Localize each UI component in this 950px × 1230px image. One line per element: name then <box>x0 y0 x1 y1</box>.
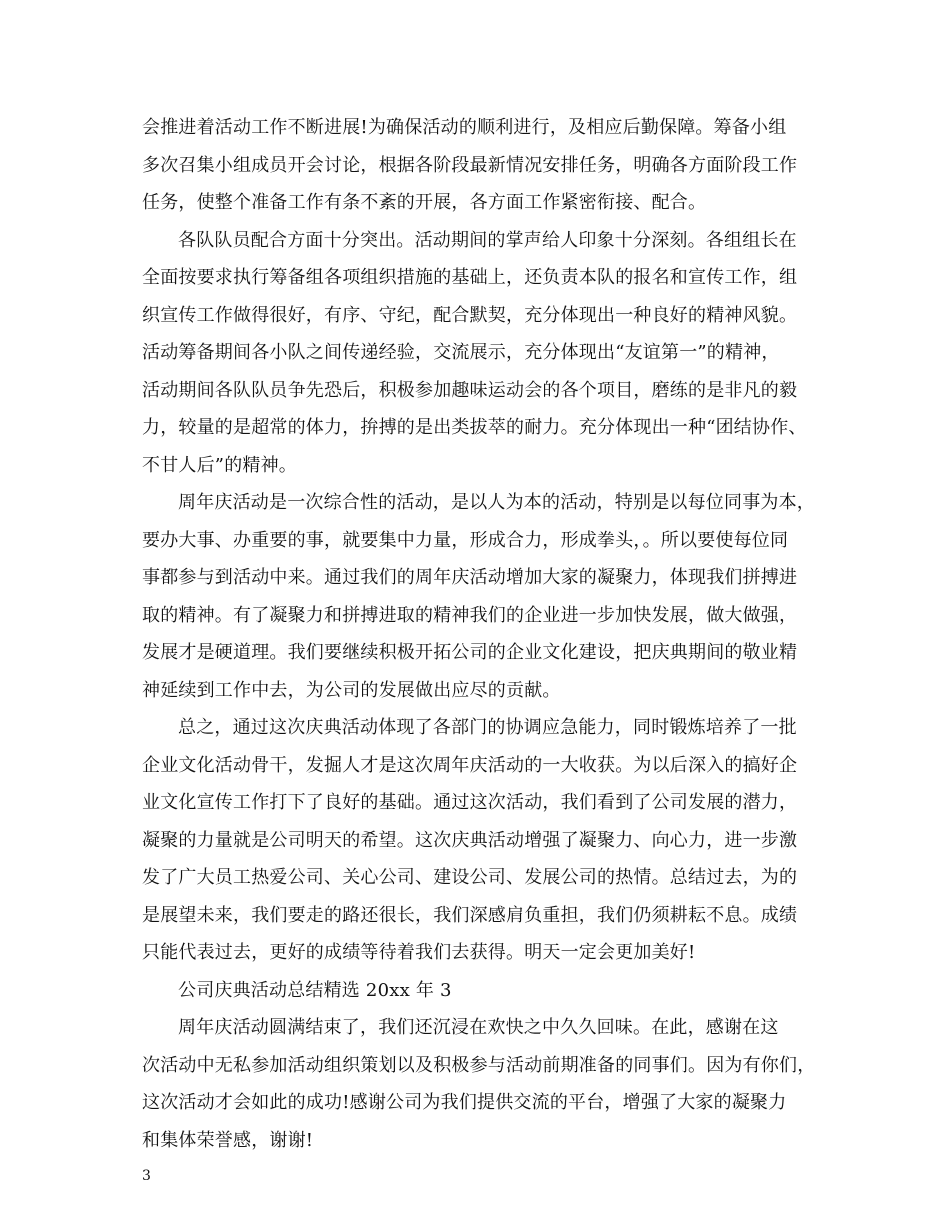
text-line: 不甘人后”的精神。 <box>142 454 298 476</box>
text-line: 力，较量的是超常的体力，拚搏的是出类拔萃的耐力。充分体现出一种“团结协作、 <box>142 417 807 438</box>
text-line: 总之，通过这次庆典活动体现了各部门的协调应急能力，同时锻炼培养了一批 <box>178 717 797 738</box>
text-line: 这次活动才会如此的成功!感谢公司为我们提供交流的平台，增强了大家的凝聚力 <box>142 1092 787 1113</box>
text-line: 周年庆活动圆满结束了，我们还沉浸在欢快之中久久回味。在此，感谢在这 <box>178 1017 779 1038</box>
text-line: 会推进着活动工作不断进展!为确保活动的顺利进行，及相应后勤保障。筹备小组 <box>142 117 787 138</box>
text-line: 企业文化活动骨干，发掘人才是这次周年庆活动的一大收获。为以后深入的搞好企 <box>142 754 798 776</box>
text-line: 业文化宣传工作打下了良好的基础。通过这次活动，我们看到了公司发展的潜力， <box>142 792 798 813</box>
text-line: 发了广大员工热爱公司、关心公司、建设公司、发展公司的热情。总结过去，为的 <box>142 867 798 888</box>
text-line: 多次召集小组成员开会讨论，根据各阶段最新情况安排任务，明确各方面阶段工作 <box>142 154 798 176</box>
text-line: 要办大事、办重要的事，就要集中力量，形成合力，形成拳头，。所以要使每位同 <box>142 529 789 551</box>
text-line: 神延续到工作中去，为公司的发展做出应尽的贡献。 <box>142 679 561 701</box>
text-line: 凝聚的力量就是公司明天的希望。这次庆典活动增强了凝聚力、向心力，进一步激 <box>142 829 798 851</box>
text-line: 全面按要求执行筹备组各项组织措施的基础上，还负责本队的报名和宣传工作，组 <box>142 267 798 288</box>
text-line: 只能代表过去，更好的成绩等待着我们去获得。明天一定会更加美好! <box>142 942 696 963</box>
text-line: 周年庆活动是一次综合性的活动，是以人为本的活动，特别是以每位同事为本， <box>178 492 815 513</box>
text-line: 次活动中无私参加活动组织策划以及积极参与活动前期准备的同事们。因为有你们， <box>142 1054 816 1076</box>
text-line: 是展望未来，我们要走的路还很长，我们深感肩负重担，我们仍须耕耘不息。成绩 <box>142 904 798 926</box>
text-line: 织宣传工作做得很好，有序、守纪，配合默契，充分体现出一种良好的精神风貌。 <box>142 304 798 326</box>
section-heading: 公司庆典活动总结精选 20xx 年 3 <box>178 979 452 1001</box>
text-line: 各队队员配合方面十分突出。活动期间的掌声给人印象十分深刻。各组组长在 <box>178 229 797 251</box>
text-line: 任务，使整个准备工作有条不紊的开展，各方面工作紧密衔接、配合。 <box>142 192 707 213</box>
page-number: 3 <box>142 1167 151 1184</box>
text-line: 取的精神。有了凝聚力和拼搏进取的精神我们的企业进一步加快发展，做大做强， <box>142 604 798 626</box>
text-line: 活动期间各队队员争先恐后，积极参加趣味运动会的各个项目，磨练的是非凡的毅 <box>142 379 798 401</box>
text-line: 活动筹备期间各小队之间传递经验，交流展示，充分体现出“友谊第一”的精神， <box>142 342 780 363</box>
text-line: 事都参与到活动中来。通过我们的周年庆活动增加大家的凝聚力，体现我们拼搏进 <box>142 567 798 588</box>
text-line: 发展才是硬道理。我们要继续积极开拓公司的企业文化建设，把庆典期间的敬业精 <box>142 642 798 663</box>
text-line: 和集体荣誉感，谢谢! <box>142 1129 314 1151</box>
